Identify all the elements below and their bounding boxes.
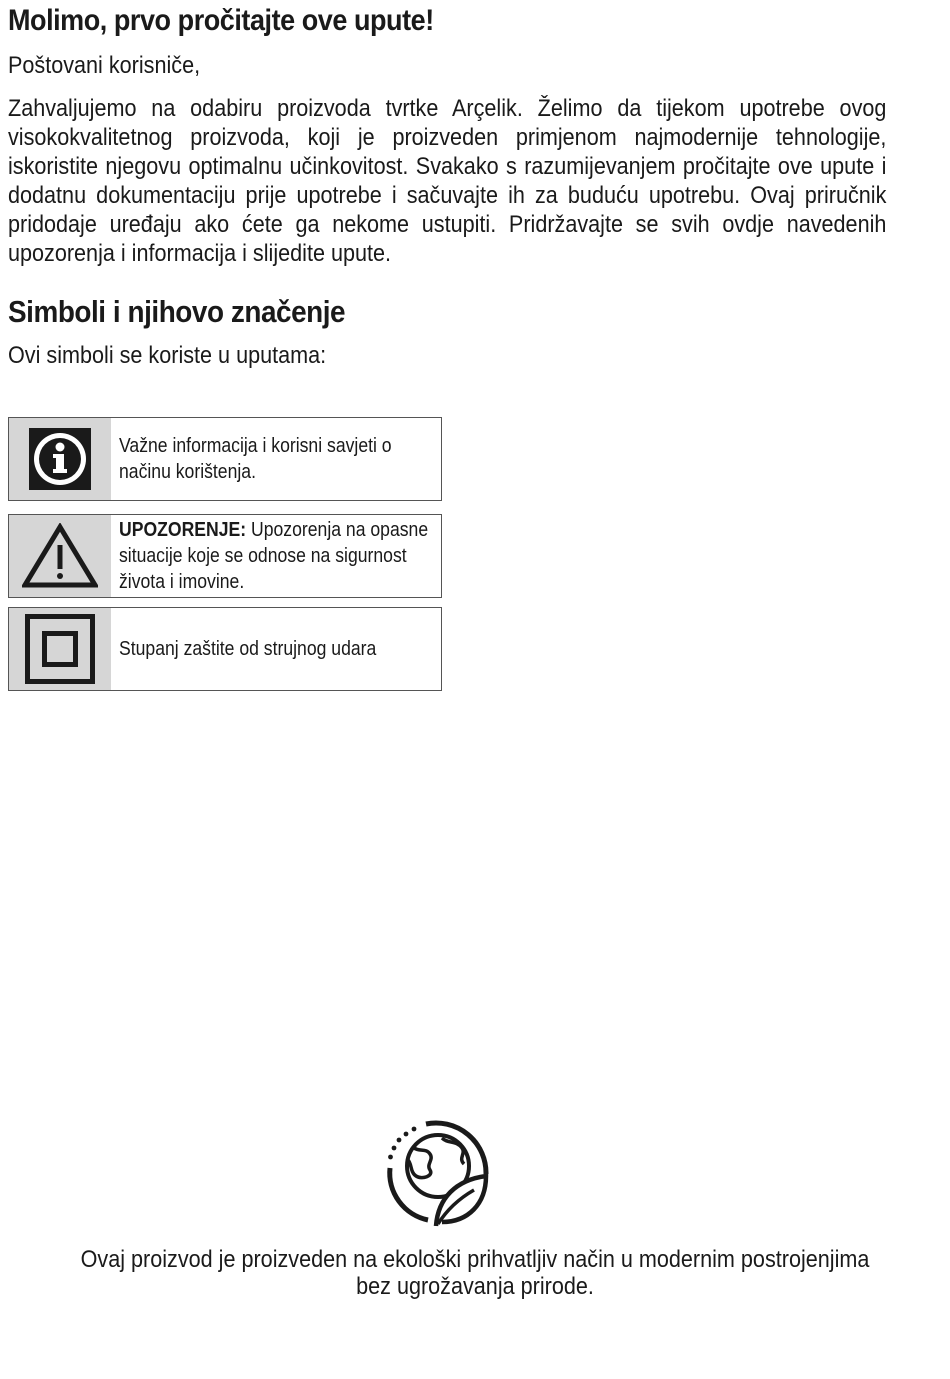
warning-description: Upozorenja na opasne situacije koje se odnose na sigurnost života i imovine. xyxy=(119,519,429,593)
page-title: Molimo, prvo pročitajte ove upute! xyxy=(8,4,434,37)
eco-statement xyxy=(0,1246,950,1300)
eco-statement-text: Ovaj proizvod je proizveden na ekološki prihvatljiv način u modernim postrojenjima bez ugrožavanja prirode. xyxy=(80,1246,870,1300)
symbol-warning-text xyxy=(119,517,436,595)
warning-triangle-icon xyxy=(9,515,111,597)
symbol-info-text: Važne informacija i korisni savjeti o načinu korištenja. xyxy=(119,435,392,483)
symbol-protection-text: Stupanj zaštite od strujnog udara xyxy=(119,638,377,660)
info-icon xyxy=(9,418,111,500)
warning-label: UPOZORENJE: xyxy=(119,519,247,541)
symbols-intro: Ovi simboli se koriste u uputama: xyxy=(8,342,327,369)
symbol-row-protection xyxy=(8,607,442,691)
intro-paragraph: Zahvaljujemo na odabiru proizvoda tvrtke Arçelik. Želimo da tijekom upotrebe ovog visokokvalitetnog proizvoda, koji je proizveden primjenom najmodernije tehnologije, iskoristite njegovu optimalnu učinkovitost. Svakako s razumijevanjem pročitajte ove upute i dodatnu dokumentaciju prije upotrebe i sačuvajte ih za buduću upotrebu. Ovaj priručnik pridodaje uređaju ako ćete ga nekome ustupiti. Pridržavajte se svih ovdje navedenih upozorenja i informacija i slijedite upute. xyxy=(8,95,887,267)
symbol-row-warning xyxy=(8,514,442,598)
greeting: Poštovani korisniče, xyxy=(8,52,201,79)
eco-globe-leaf-icon xyxy=(386,1118,490,1230)
double-insulation-icon xyxy=(9,608,111,690)
symbols-heading: Simboli i njihovo značenje xyxy=(8,294,346,329)
symbol-row-info xyxy=(8,417,442,501)
